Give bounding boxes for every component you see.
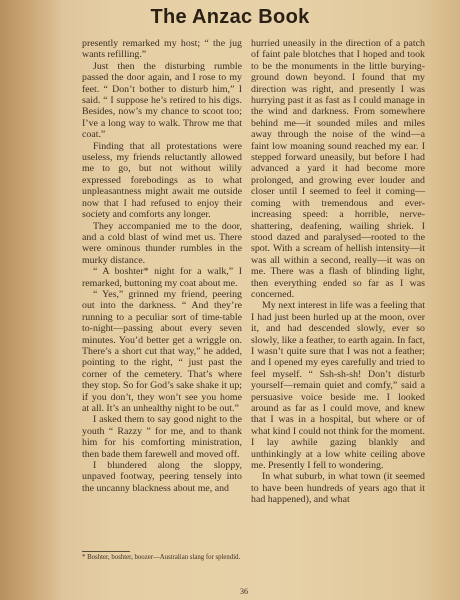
right-column [251,38,425,506]
paragraph: hurried uneasily in the direction of a patch of faint pale blotches that I hoped and took to be the monuments in the little burying-ground down beyond. I found that my direction was right, and presently I was hurrying past it as fast as I could manage in the wind and darkness. From somewhere behind me—it sounded miles and miles away through the noise of the wind—a faint low moaning sound reached my ear. I stepped forward uneasily, but before I had advanced a yard it had become more prolonged, and growing ever louder and closer until I seemed to feel it coming—coming with tremendous and ever-increasing speed: a horrible, nerve-shattering, deafening, wailing shriek. I stood dazed and paralysed—rooted to the spot. With a scream of hellish intensity—it was all within a second, really—it was on me. There was a flash of blinding light, then everything ended so far as I was concerned. [251,38,425,300]
left-column [82,38,242,494]
footnote-rule [82,551,130,552]
paragraph: Finding that all protestations were useless, my friends reluctantly allowed me to go, but not without wilily expressed forebodings as to what unpleasantness might await me outside now that I had refused to enjoy their society and comforts any longer. [82,140,242,221]
paragraph: I blundered along the sloppy, unpaved footway, peering tensely into the uncanny blackness about me, and [82,460,242,494]
page-title: The Anzac Book [150,6,310,28]
paragraph: Just then the disturbing rumble passed the door again, and I rose to my feet. “ Don’t bother to disturb him,” I said. “ I suppose he’s retired to his digs. Besides, now’s my chance to scoot too; I’ve a long way to walk. Throw me that coat.” [82,60,242,141]
page-gutter-shadow [0,0,62,600]
footnote: * Boshter, boshter, boozer—Australian slang for splendid. [82,554,241,561]
paragraph: They accompanied me to the door, and a cold blast of wind met us. There were ominous thunder rumbles in the murky distance. [82,220,242,266]
paragraph: presently remarked my host; “ the jug wants refilling.” [82,38,242,61]
paragraph: I asked them to say good night to the youth “ Razzy ” for me, and to thank him for his comforting ministration, then bade them farewell and moved off. [82,414,242,460]
paragraph: In what suburb, in what town (it seemed to have been hundreds of years ago that it had happened), and what [251,471,425,506]
page-number: 36 [240,587,248,596]
paragraph: “ A boshter* night for a walk,” I remarked, buttoning my coat about me. [82,266,242,289]
paragraph: My next interest in life was a feeling that I had just been hurled up at the moon, over it, and had descended slowly, ever so slowly, like a feather, to earth again. In fact, I wasn’t quite sure that I was not a feather; and I opened my eyes carefully and tried to feel myself. “ Ssh-sh-sh! Don’t disturb yourself—remain quiet and comfy,” said a persuasive voice beside me. I looked around as far as I could move, and knew that I was in a hospital, but where or of what kind I could not think for the moment. I lay awhile gazing blankly and unthinkingly at a low white ceiling above me. Presently I fell to wondering. [251,300,425,472]
paragraph: “ Yes,” grinned my friend, peering out into the darkness. “ And they’re running to a peculiar sort of time-table to-night—passing about every seven minutes. You’d better get a wriggle on. There’s a short cut that way,” he added, pointing to the right, “ just past the corner of the cemetery. That’s where they stop. So for God’s sake shake it up; if you don’t, they won’t see you home at all. It’s an unhealthy night to be out.” [82,288,242,414]
